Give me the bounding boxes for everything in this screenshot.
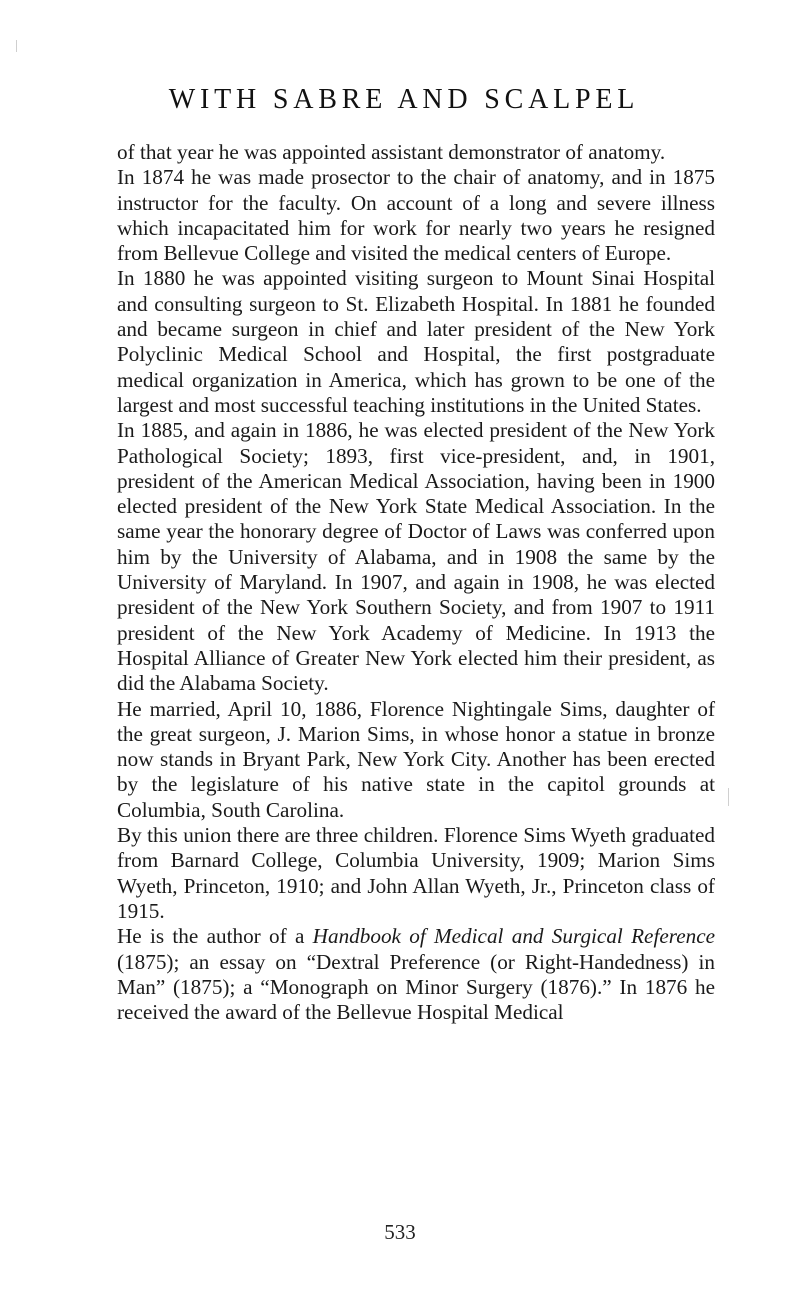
publications-text-start: He is the author of a [117,924,313,949]
page-number: 533 [384,1220,416,1244]
paragraph-children: By this union there are three children. Florence Sims Wyeth graduated from Barnard College, Columbia University, 1909; Marion Sims Wyeth, Princeton, 1910; and John Allan Wyeth, Jr., Princeton class of 1915. [117,823,715,923]
paragraph-presidencies: In 1885, and again in 1886, he was elected president of the New York Pathological Society; 1893, first vice-president, and, in 1901, president of the American Medical Association, having been in 1900 elected president of the New York State Medical Association. In the same year the honorary degree of Doctor of Laws was conferred upon him by the University of Alabama, and in 1908 the same by the University of Maryland. In 1907, and again in 1908, he was elected president of the New York Southern Society, and from 1907 to 1911 president of the New York Academy of Medicine. In 1913 the Hospital Alliance of Greater New York elected him their president, as did the Alabama Society. [117,418,715,696]
scan-speck [728,788,729,806]
paragraph-publications [117,924,715,1025]
book-title: Handbook of Medical and Surgical Reference [312,924,716,949]
scan-speck [16,40,17,52]
paragraph-marriage: He married, April 10, 1886, Florence Nightingale Sims, daughter of the great surgeon, J. Marion Sims, in whose honor a statue in bronze now stands in Bryant Park, New York City. Another has been erected by the legislature of his native state in the capitol grounds at Columbia, South Carolina. [117,696,715,822]
publications-text-end: (1875); an essay on “Dextral Preference (or Right-Handedness) in Man” (1875); a “Monograph on Minor Surgery (1876).” In 1876 he received the award of the Bellevue Hospital Medical [117,949,715,1025]
paragraph-appointments: In 1880 he was appointed visiting surgeon to Mount Sinai Hospital and consulting surgeon to St. Elizabeth Hospital. In 1881 he founded and became surgeon in chief and later president of the New York Polyclinic Medical School and Hospital, the first postgraduate medical organization in America, which has grown to be one of the largest and most successful teaching institutions in the United States. [117,266,715,417]
body-text [117,140,715,1025]
running-head: WITH SABRE AND SCALPEL [168,84,640,115]
paragraph-education: In 1874 he was made prosector to the chair of anatomy, and in 1875 instructor for the faculty. On account of a long and severe illness which incapacitated him for work for nearly two years he resigned from Bellevue College and visited the medical centers of Europe. [117,165,715,266]
paragraph-continuation: of that year he was appointed assistant demonstrator of anatomy. [117,140,666,164]
